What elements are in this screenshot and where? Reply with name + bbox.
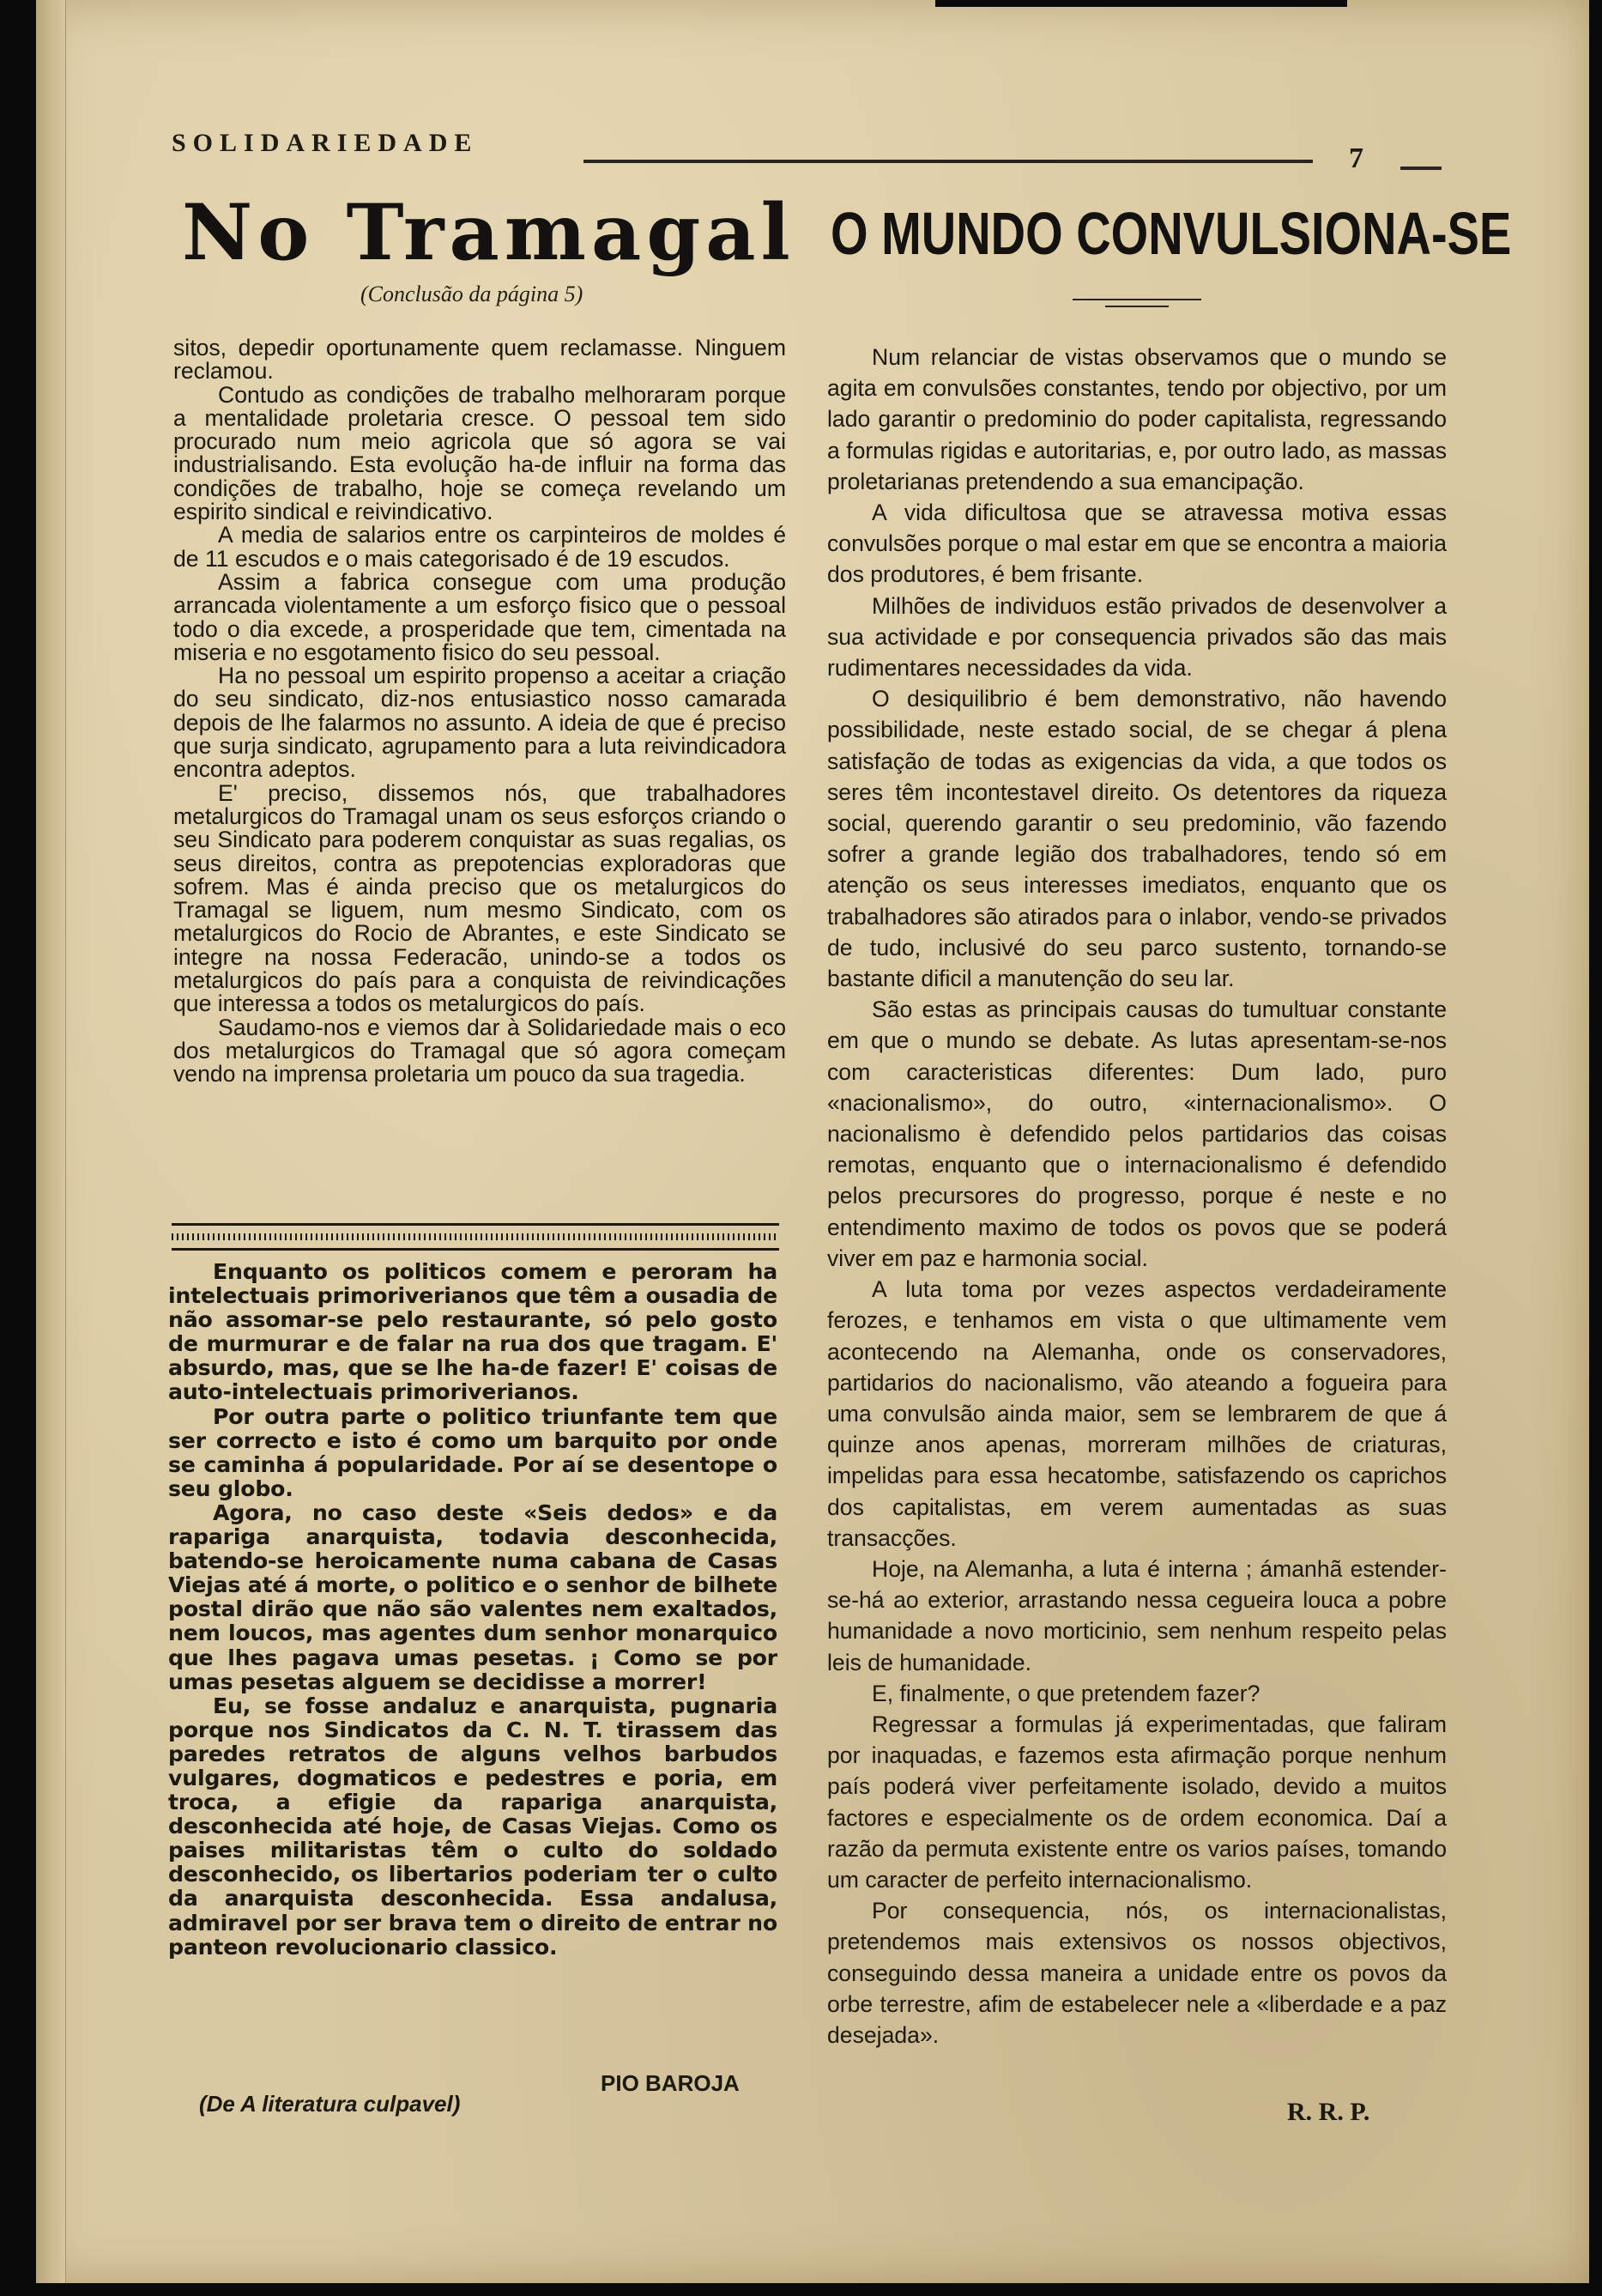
paragraph: Eu, se fosse andaluz e anarquista, pugnaria porque nos Sindicatos da C. N. T. tirassem das paredes retratos de alguns velhos barbudos vulgares, dogmaticos e pedestres e poria, em troca, a efigie da rapariga anarquista, desconhecida até hoje, de Casas Viejas. Como os paises militaristas têm o culto do soldado desconhecido, os libertarios poderiam ter o culto da anarquista desconhecida. Essa andalusa, admiravel por ser brava tem o direito de entrar no panteon revolucionario classico. [168, 1693, 777, 1960]
paragraph: E' preciso, dissemos nós, que trabalhadores metalurgicos do Tramagal unam os seus esforços criando o seu Sindicato para poderem conquistar as suas regalias, os seus direitos, contra as prepotencias exploradoras que sofrem. Mas é ainda preciso que os metalurgicos do Tramagal se liguem, num mesmo Sindicato, com os metalurgicos do Rocio de Abrantes, e este Sindicato se integre na nossa Federacão, unindo-se a todos os metalurgicos do país para a conquista de reivindicações que interessa a todos os metalurgicos do país. [173, 779, 786, 1017]
paragraph: Agora, no caso deste «Seis dedos» e da rapariga anarquista, todavia desconhecida, batendo-se heroicamente numa cabana de Casas Viejas até á morte, o politico e o senhor de bilhete postal dirão que não são valentes nem exaltados, nem loucos, mas agentes dum senhor monarquico que lhes pagava umas pesetas. ¡ Como se por umas pesetas alguem se decidisse a morrer! [168, 1499, 777, 1694]
scan-border [0, 0, 36, 2296]
paragraph: Milhões de individuos estão privados de desenvolver a sua actividade e por consequencia privados são das mais rudimentares necessidades da vida. [827, 592, 1447, 682]
paragraph: Num relanciar de vistas observamos que o mundo se agita em convulsões constantes, tendo por objectivo, por um lado garantir o predominio do poder capitalista, regressando a formulas rigidas e autoritarias, e, por outro lado, as massas proletarianas pretendendo a sua emancipação. [827, 344, 1447, 494]
paragraph: Contudo as condições de trabalho melhoraram porque a mentalidade proletaria cresce. O pessoal tem sido procurado num meio agricola que só agora se vai industrialisando. Esta evolução ha-de influir na forma das condições de trabalho, hoje se começa revelando um espirito sindical e reivindicativo. [173, 381, 786, 525]
left-article-subtitle: (Conclusão da página 5) [360, 282, 583, 306]
left-article-body [173, 336, 786, 1087]
masthead-rule [583, 160, 1313, 163]
left-article-title: No Tramagal [182, 187, 795, 278]
bottom-article-author: PIO BAROJA [601, 2070, 740, 2096]
paragraph: Ha no pessoal um espirito propenso a aceitar a criação do seu sindicato, diz-nos entusiastico nosso camarada depois de lhe falarmos no assunto. A ideia de que é preciso que surja sindicato, agrupamento para a luta reivindicadora encontra adeptos. [173, 663, 786, 783]
paragraph: Enquanto os politicos comem e peroram ha intelectuais primoriverianos que têm a ousadia de não assomar-se pelo restaurante, só pelo gosto de murmurar e de falar na rua dos que tragam. E' absurdo, mas, que se lhe ha-de fazer! E' coisas de auto-intelectuais primoriverianos. [168, 1259, 777, 1405]
paragraph: Regressar a formulas já experimentadas, que faliram por inaquadas, e fazemos esta afirmação porque nenhum país poderá viver perfeitamente isolado, devido a muitos factores e especialmente os de ordem economica. Daí a razão da permuta existente entre os varios países, tomando um caracter de perfeito internacionalismo. [827, 1711, 1447, 1893]
bottom-article-body [168, 1260, 777, 1960]
masthead: SOLIDARIEDADE [172, 129, 479, 157]
paragraph: A vida dificultosa que se atravessa motiva essas convulsões porque o mal estar em que se encontra a maioria dos produtores, é bem frisante. [827, 500, 1447, 588]
right-article-body [827, 342, 1447, 2051]
paragraph: A luta toma por vezes aspectos verdadeiramente ferozes, e tenhamos em vista o que ultimamente vem acontecendo na Alemanha, onde os conservadores, partidarios do nacionalismo, vão ateando a fogueira para uma convulsão ainda maior, sem se lembrarem de que á quinze anos apenas, morreram milhões de criaturas, impelidas para essa hecatombe, satisfazendo os caprichos dos capitalistas, em verem aumentadas as suas transacções. [827, 1276, 1447, 1551]
right-article-title: O MUNDO CONVULSIONA-SE [831, 200, 1512, 267]
paragraph: E, finalmente, o que pretendem fazer? [872, 1680, 1260, 1706]
title-rule [1073, 299, 1201, 300]
paragraph: O desiquilibrio é bem demonstrativo, não havendo possibilidade, neste estado social, de se chegar á plena satisfação de todas as exigencias da vida, a que todos os seres têm incontestavel direito. Os detentores da riqueza social, querendo garantir o seu predominio, vão fazendo sofrer a grande legião dos trabalhadores, tendo só em atenção os seus interesses imediatos, enquanto que os trabalhadores são atirados para o inlabor, vendo-se privados de tudo, inclusivé do seu parco sustento, tornando-se bastante dificil a manutenção do seu lar. [827, 686, 1447, 992]
paragraph: São estas as principais causas do tumultuar constante em que o mundo se debate. As lutas apresentam-se-nos com caracteristicas diferentes: Dum lado, puro «nacionalismo», do outro, «internacionalismo». O nacionalismo è defendido pelos partidarios das coisas remotas, enquanto que o internacionalismo é defendido pelos precursores do progresso, porque é neste e no entendimento maximo de todos os povos que se poderá viver em paz e harmonia social. [827, 997, 1447, 1271]
paragraph: sitos, depedir oportunamente quem reclamasse. Ninguem reclamou. [173, 335, 786, 385]
paragraph: Por outra parte o politico triunfante tem que ser correcto e isto é como um barquito por onde se caminha á popularidade. Por aí se desentope o seu globo. [168, 1403, 777, 1501]
scan-border-top [935, 0, 1347, 7]
paragraph: Assim a fabrica consegue com uma produção arrancada violentamente a um esforço fisico que o pessoal todo o dia excede, a prosperidade que tem, cimentada na miseria e no esgotamento fisico do seu pessoal. [173, 568, 786, 665]
column-divider [172, 1223, 779, 1251]
right-article-author: R. R. P. [1287, 2098, 1370, 2126]
title-rule-short [1105, 306, 1169, 307]
page-number-rule [1400, 167, 1442, 170]
paragraph: Por consequencia, nós, os internacionalistas, pretendemos mais extensivos os nossos objectivos, conseguindo dessa maneira a unidade entre os povos da orbe terrestre, afim de estabelecer nele a «liberdade e a paz desejada». [827, 1898, 1447, 2048]
bottom-article-source: (De A literatura culpavel) [199, 2091, 461, 2117]
paragraph: A media de salarios entre os carpinteiros de moldes é de 11 escudos e o mais categorisado é de 19 escudos. [173, 522, 786, 572]
page-fold [36, 0, 66, 2283]
page-number: 7 [1349, 142, 1363, 174]
paragraph: Hoje, na Alemanha, a luta é interna ; ámanhã estender-se-há ao exterior, arrastando nessa cegueira louca a pobre humanidade a novo morticinio, sem nenhum respeito pelas leis de humanidade. [827, 1555, 1447, 1675]
paragraph: Saudamo-nos e viemos dar à Solidariedade mais o eco dos metalurgicos do Tramagal que só agora começam vendo na imprensa proletaria um pouco da sua tragedia. [173, 1014, 786, 1087]
